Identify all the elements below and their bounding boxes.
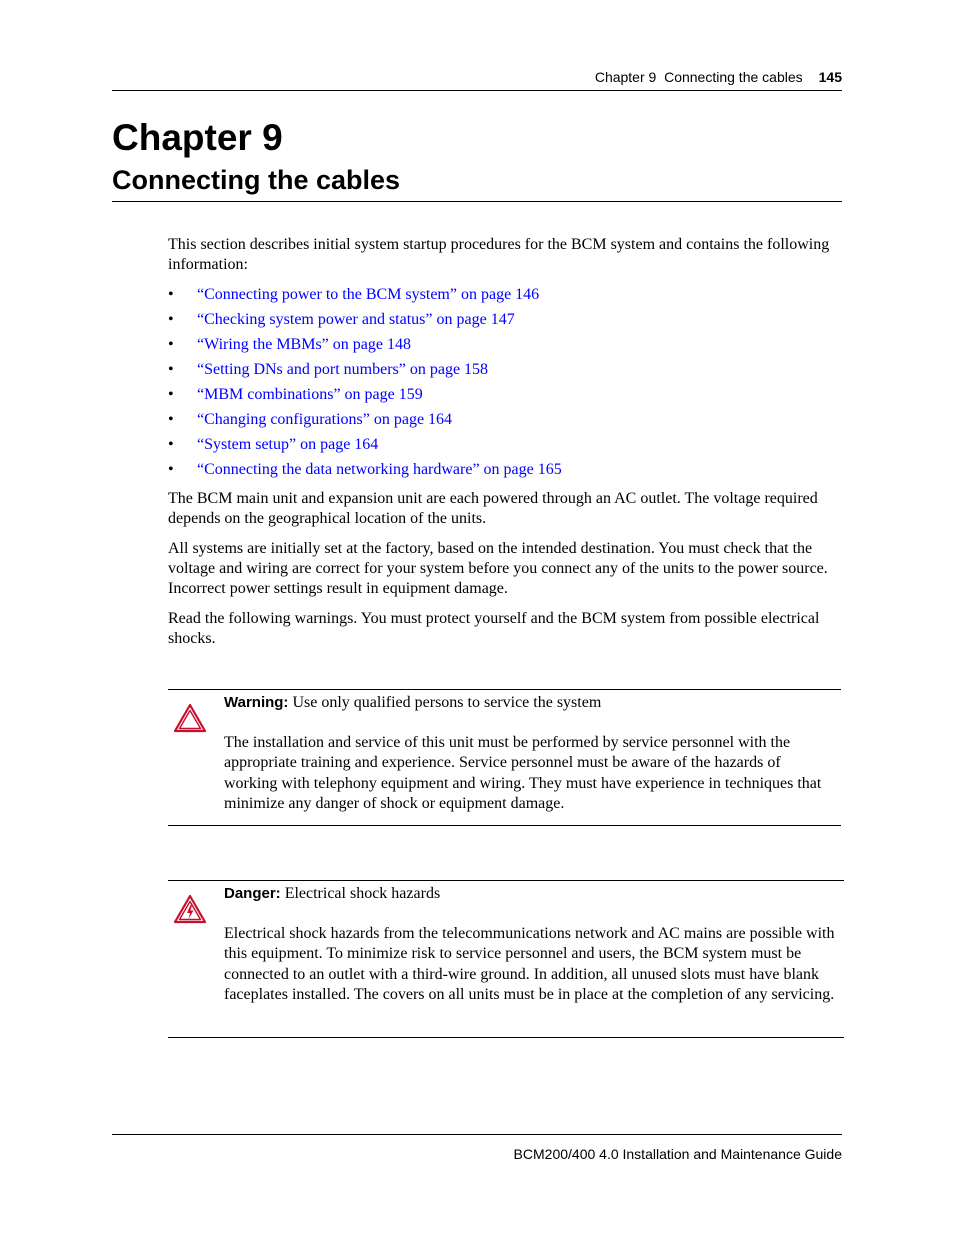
danger-heading-line [224,884,440,904]
list-item [168,385,842,410]
link-mbm-combinations[interactable]: “MBM combinations” on page 159 [197,386,423,403]
link-checking-power[interactable]: “Checking system power and status” on page 147 [197,311,515,328]
chapter-number: Chapter 9 [112,117,283,158]
intro-paragraph: This section describes initial system startup procedures for the BCM system and contains the following information: [168,236,830,273]
link-wiring-mbms[interactable]: “Wiring the MBMs” on page 148 [197,336,411,353]
link-connecting-power[interactable]: “Connecting power to the BCM system” on page 146 [197,286,540,303]
page-footer [112,1134,842,1163]
bullet: • [168,461,174,478]
link-data-networking[interactable]: “Connecting the data networking hardware” on page 165 [197,461,562,478]
list-item [168,410,842,435]
paragraph-power-outlet: The BCM main unit and expansion unit are each powered through an AC outlet. The voltage required depends on the geographical location of the units. [168,490,818,527]
list-item [168,335,842,360]
list-item [168,285,842,310]
chapter-title-block [112,162,842,202]
bullet: • [168,411,174,428]
running-header [112,68,842,91]
link-setting-dns[interactable]: “Setting DNs and port numbers” on page 158 [197,361,489,378]
link-system-setup[interactable]: “System setup” on page 164 [197,436,379,453]
bullet: • [168,361,174,378]
bullet: • [168,311,174,328]
warning-notice [168,689,841,826]
running-title: Chapter 9 Connecting the cables [594,69,803,85]
danger-notice [168,880,844,1038]
document-title: BCM200/400 4.0 Installation and Maintenance Guide [513,1146,842,1162]
warning-body: The installation and service of this unit must be performed by service personnel with the appropriate training and experience. Service personnel must be aware of the hazards of working with telephony equipment and wiring. They must have experience in techniques that minimize any danger of shock or equipment damage. [224,734,822,813]
list-item [168,435,842,460]
warning-label: Warning: [224,694,289,711]
list-item [168,460,842,485]
chapter-title: Connecting the cables [112,165,401,195]
paragraph-factory-settings: All systems are initially set at the factory, based on the intended destination. You must check that the voltage and wiring are correct for your system before you connect any of the units to the power source. Incorrect power settings result in equipment damage. [168,540,828,597]
section-link-list [168,285,842,485]
bullet: • [168,436,174,453]
danger-body: Electrical shock hazards from the telecommunications network and AC mains are possible with this equipment. To minimize risk to service personnel and users, the BCM system must be connected to an outlet with a third-wire ground. In addition, all unused slots must have blank faceplates installed. The covers on all units must be in place at the completion of any servicing. [224,925,835,1004]
bullet: • [168,336,174,353]
bullet: • [168,386,174,403]
list-item [168,360,842,385]
warning-heading: Use only qualified persons to service the system [292,694,602,711]
list-item [168,310,842,335]
paragraph-read-warnings: Read the following warnings. You must protect yourself and the BCM system from possible electrical shocks. [168,610,820,647]
warning-heading-line [224,693,601,713]
warning-triangle-icon [173,703,207,733]
danger-heading: Electrical shock hazards [284,885,441,902]
danger-label: Danger: [224,885,281,902]
page-number: 145 [818,69,842,85]
link-changing-configurations[interactable]: “Changing configurations” on page 164 [197,411,453,428]
bullet: • [168,286,174,303]
electrical-hazard-icon [173,894,207,924]
